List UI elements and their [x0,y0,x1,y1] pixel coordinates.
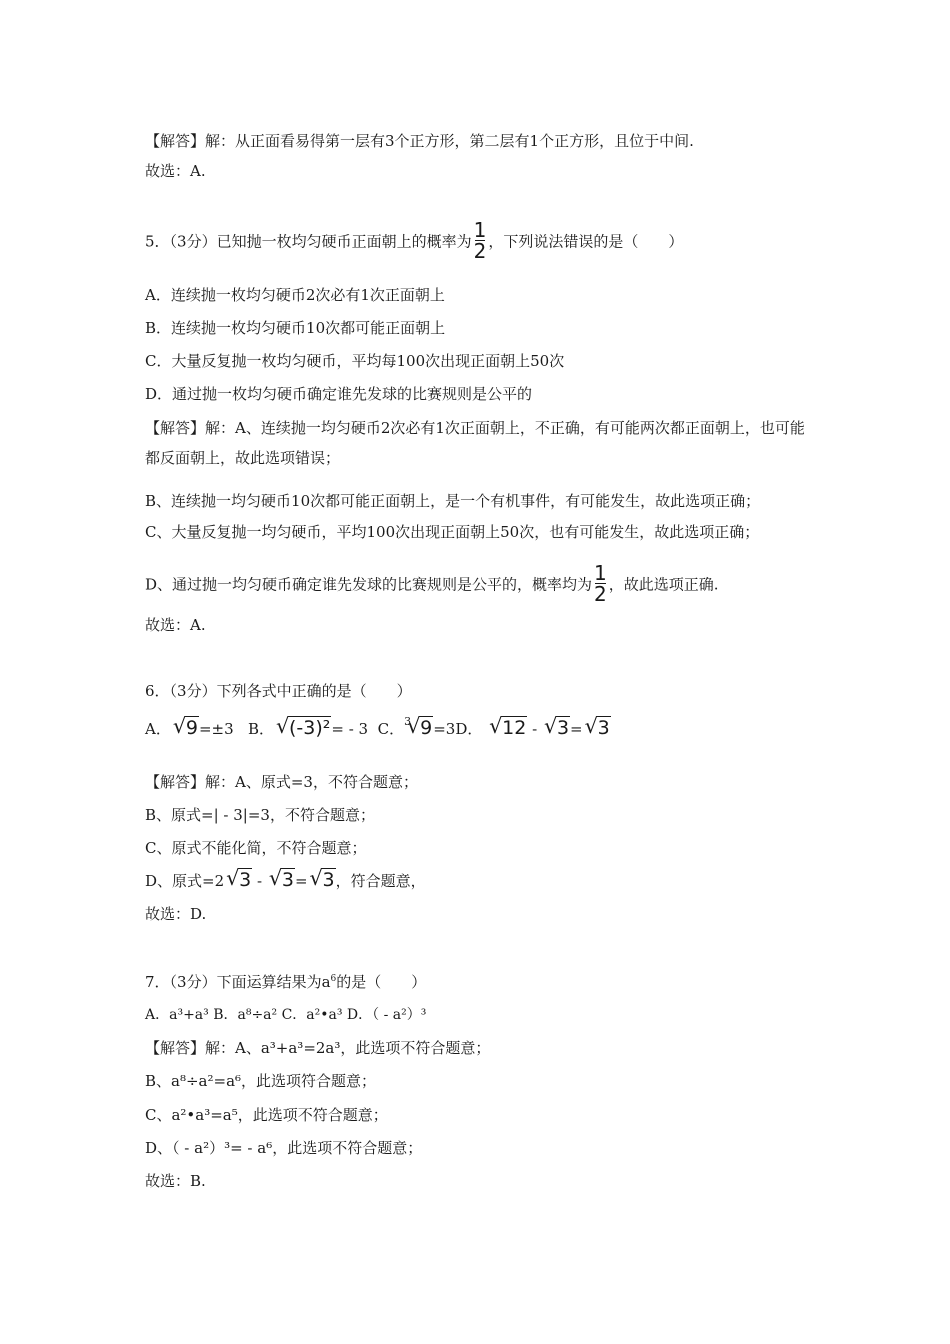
q7-answer-d: D、（ - a²）³= - a⁶，此选项不符合题意； [145,1139,423,1157]
q5-answer-a: 【解答】解：A、连续抛一均匀硬币2次必有1次正面朝上，不正确，有可能两次都正面朝上，也可能都反面朝上，故此选项错误； [145,419,805,467]
q4-choice: 故选：A. [145,162,206,180]
sqrt-3-radical: √ 3 [310,870,336,890]
q5-answer-b: B、连续抛一均匀硬币10次都可能正面朝上，是一个有机事件，有可能发生，故此选项正确； [145,492,761,510]
q7-answer-c: C、a²•a³=a⁵，此选项不符合题意； [145,1106,388,1124]
q7-choice: 故选：B. [145,1172,206,1190]
q6-option-d-eq: = [570,720,583,738]
q5-option-d: D．通过抛一枚均匀硬币确定谁先发球的比赛规则是公平的 [145,385,533,403]
sqrt-3-radical: √ 3 [226,870,252,890]
q5-stem [145,218,684,263]
q6-option-c-label: C． [377,720,405,738]
q7-stem [145,972,426,992]
q5-answer-c: C、大量反复抛一均匀硬币，平均100次出现正面朝上50次，也有可能发生，故此选项正确； [145,523,760,541]
q5-option-a: A．连续抛一枚均匀硬币2次必有1次正面朝上 [145,286,445,304]
sqrt-3-result-radical: √ 3 [585,718,611,738]
q5-answer-d-before: D、通过抛一均匀硬币确定谁先发球的比赛规则是公平的，概率均为 [145,575,593,594]
sqrt-12-radical: √ 12 [489,718,527,738]
cube-root-index: 3 [404,715,412,728]
q5-stem-after: ，下列说法错误的是（ ） [488,232,684,251]
sqrt-neg3-squared-radical: √ (-3)² [276,718,331,738]
q6-answer-d [145,870,426,891]
sqrt-3-radical: √ 3 [269,870,295,890]
q6-answer-d-minus: - [252,872,267,890]
q6-answer-d-after: ，符合题意， [335,872,426,890]
q6-option-a-result: =±3 [198,720,234,738]
q5-option-b: B．连续抛一枚均匀硬币10次都可能正面朝上 [145,319,446,337]
q6-answer-b: B、原式=| - 3|=3，不符合题意； [145,806,375,824]
sqrt-9-radical: √ 9 [173,718,199,738]
q7-options: A．a³+a³ B．a⁸÷a² C．a²•a³ D．（ - a²）³ [145,1007,427,1023]
q5-choice: 故选：A. [145,616,206,634]
sqrt-3-radical: √ 3 [544,718,570,738]
q6-option-d-minus: - [527,720,542,738]
q4-answer: 【解答】解：从正面看易得第一层有3个正方形，第二层有1个正方形，且位于中间. [145,132,694,150]
q6-answer-a: 【解答】解：A、原式=3，不符合题意； [145,773,418,791]
q6-answer-c: C、原式不能化简，不符合题意； [145,839,367,857]
q6-option-a-label: A． [145,720,171,738]
q6-option-d-label: D． [455,720,483,738]
cube-root-9-radical: √ 9 [407,718,433,738]
q7-stem-exponent: 6 [330,974,337,984]
q6-option-b-result: = - 3 [331,720,369,738]
q6-answer-d-eq: = [294,872,308,890]
q6-option-b-label: B． [247,720,274,738]
q5-answer-fraction: $\frac{1}{2}$ [594,561,607,606]
q6-stem: 6．（3分）下列各式中正确的是（ ） [145,682,412,700]
q5-option-c: C．大量反复抛一枚均匀硬币，平均每100次出现正面朝上50次 [145,352,565,370]
q5-stem-before: 5．（3分）已知抛一枚均匀硬币正面朝上的概率为 [145,232,472,251]
q7-stem-before: 7．（3分）下面运算结果为a [145,973,331,991]
q7-answer-a: 【解答】解：A、a³+a³=2a³，此选项不符合题意； [145,1039,491,1057]
q5-fraction: $\frac{1}{2}$ [473,218,487,263]
q5-answer-d [145,561,719,606]
q7-stem-after: 的是（ ） [336,973,427,991]
q6-options [145,715,611,741]
q6-choice: 故选：D. [145,905,207,923]
q6-answer-d-before: D、原式=2 [145,872,225,890]
q7-answer-b: B、a⁸÷a²=a⁶，此选项符合题意； [145,1072,377,1090]
q6-option-c-result: =3 [433,720,456,738]
q5-answer-d-after: ，故此选项正确. [608,575,719,594]
